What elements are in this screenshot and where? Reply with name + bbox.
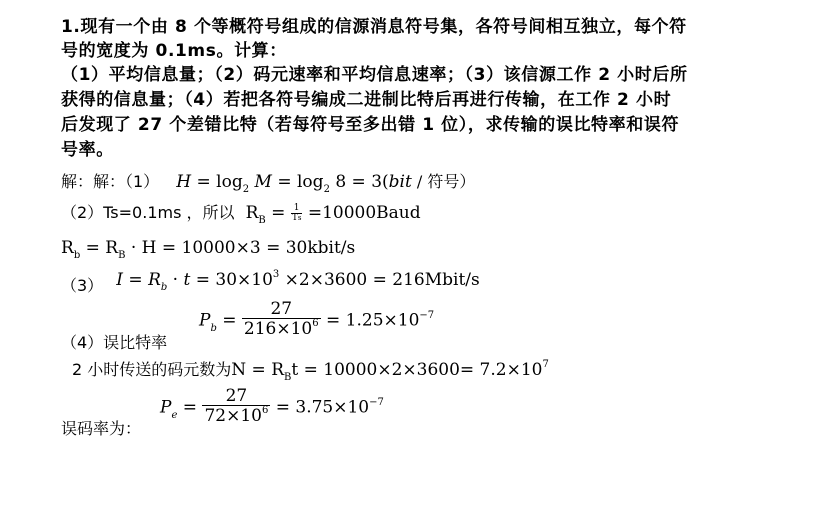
den-exp: 6 bbox=[261, 405, 269, 416]
den-exp: 6 bbox=[312, 318, 319, 329]
equals: = bbox=[265, 203, 291, 223]
dot: · bbox=[167, 270, 184, 290]
symbol-P: P bbox=[199, 310, 211, 331]
symbol-I: I bbox=[116, 270, 123, 290]
symbol-R: R bbox=[245, 203, 259, 223]
unit-rest: / 符号） bbox=[411, 172, 476, 191]
sub-B: B bbox=[118, 250, 126, 261]
numerator: 27 bbox=[202, 387, 270, 406]
rest: · H = 10000×3 = 30kbit/s bbox=[125, 238, 356, 258]
part4b-text: 2 小时传送的码元数为 bbox=[72, 360, 232, 379]
fraction-1-over-Ts bbox=[291, 204, 303, 223]
equals-2: = bbox=[277, 172, 292, 192]
fraction bbox=[242, 300, 321, 342]
part1-formula bbox=[176, 172, 476, 195]
question-line-1: 1.现有一个由 8 个等概符号组成的信源消息符号集，各符号间相互独立，每个符 bbox=[61, 17, 687, 37]
question-line-3: （1）平均信息量；（2）码元速率和平均信息速率；（3）该信源工作 2 小时后所 bbox=[61, 65, 688, 85]
sub-e: e bbox=[171, 409, 178, 421]
part2-label: （2）Ts=0.1ms ，所以 bbox=[61, 203, 235, 222]
log-base: 2 bbox=[242, 184, 250, 195]
sub-b: b bbox=[73, 250, 81, 261]
question-line-2: 号的宽度为 0.1ms。计算： bbox=[61, 41, 287, 61]
symbol-count-formula bbox=[231, 359, 549, 383]
equals: = bbox=[123, 270, 149, 290]
symbol-error-rate-formula bbox=[160, 387, 384, 429]
result: = 1.25×10 bbox=[320, 310, 420, 331]
part3-label: （3） bbox=[61, 276, 104, 295]
part4-label: （4）误比特率 bbox=[61, 333, 168, 352]
solution-part-3 bbox=[61, 270, 480, 293]
symbol-t: t bbox=[183, 270, 191, 290]
part3-formula bbox=[116, 269, 480, 293]
formula: N = R bbox=[231, 360, 285, 380]
log-2: log bbox=[297, 172, 324, 192]
symbol-R: R bbox=[61, 238, 74, 258]
frac-den-sub: s bbox=[297, 214, 302, 222]
solution-part-2 bbox=[61, 203, 421, 226]
solution-part-4b bbox=[72, 360, 549, 383]
symbol-M: M bbox=[254, 172, 272, 192]
rest-2: ×2×3600 = 216Mbit/s bbox=[279, 270, 480, 290]
result-exp: −7 bbox=[419, 309, 435, 321]
equals: = bbox=[216, 310, 242, 331]
numerator: 27 bbox=[242, 300, 321, 319]
value: 8 = 3( bbox=[329, 172, 389, 192]
denominator: 72×10 bbox=[204, 406, 262, 426]
rest: t = 10000×2×3600= 7.2×10 bbox=[291, 360, 543, 380]
question-line-5: 后发现了 27 个差错比特（若每符号至多出错 1 位），求传输的误比特率和误符 bbox=[61, 115, 680, 135]
symbol-P: P bbox=[160, 397, 172, 418]
unit-bit: bit bbox=[388, 172, 412, 192]
rest-1: = 30×10 bbox=[190, 270, 273, 290]
log-base-2: 2 bbox=[323, 184, 330, 195]
fraction bbox=[202, 387, 270, 429]
equals: = bbox=[196, 172, 211, 192]
result: = 3.75×10 bbox=[270, 397, 370, 418]
result: =10000Baud bbox=[302, 203, 421, 223]
frac-den: T bbox=[291, 213, 298, 223]
solution-part-1 bbox=[61, 172, 475, 195]
sub-b: b bbox=[210, 322, 217, 334]
equals: = bbox=[177, 397, 203, 418]
exp: 3 bbox=[272, 269, 280, 280]
frac-num: 1 bbox=[291, 204, 303, 214]
sub-b: b bbox=[160, 282, 168, 293]
bit-error-rate-formula bbox=[199, 300, 434, 342]
equals-RB: = R bbox=[80, 238, 119, 258]
sub-B: B bbox=[258, 215, 266, 226]
log: log bbox=[216, 172, 243, 192]
sub-B: B bbox=[284, 372, 292, 383]
part2-formula bbox=[245, 203, 421, 226]
solution-part-2b bbox=[61, 238, 355, 261]
symbol-R: R bbox=[148, 270, 161, 290]
question-line-4: 获得的信息量；（4）若把各符号编成二进制比特后再进行传输，在工作 2 小时 bbox=[61, 90, 672, 110]
question-line-6: 号率。 bbox=[61, 140, 114, 160]
part1-label: 解：解：（1） bbox=[61, 172, 160, 191]
denominator: 216×10 bbox=[243, 319, 313, 339]
result-exp: −7 bbox=[369, 396, 384, 408]
part4d-label: 误码率为： bbox=[61, 419, 142, 438]
exp: 7 bbox=[542, 359, 549, 370]
symbol-H: H bbox=[176, 172, 192, 192]
